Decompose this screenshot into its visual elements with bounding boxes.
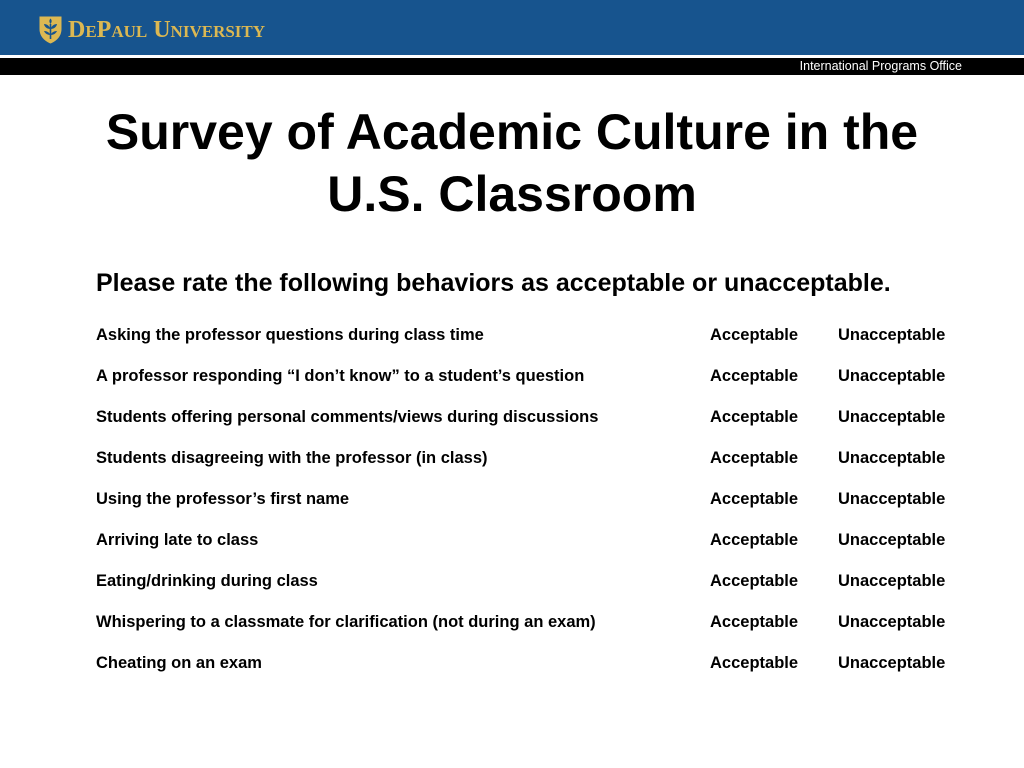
option-acceptable: Acceptable: [710, 367, 799, 385]
option-acceptable: Acceptable: [710, 326, 799, 344]
behavior-label: Students offering personal comments/views during discussions: [96, 408, 599, 426]
option-unacceptable: Unacceptable: [838, 449, 946, 467]
office-label: International Programs Office: [799, 59, 962, 73]
option-unacceptable: Unacceptable: [838, 654, 946, 672]
shield-icon: [38, 15, 63, 45]
option-unacceptable: Unacceptable: [838, 490, 946, 508]
survey-list: [96, 315, 966, 684]
option-acceptable: Acceptable: [710, 531, 799, 549]
behavior-label: Arriving late to class: [96, 531, 259, 549]
behavior-label: Eating/drinking during class: [96, 572, 318, 590]
survey-row: [96, 315, 966, 356]
option-unacceptable: Unacceptable: [838, 613, 946, 631]
option-acceptable: Acceptable: [710, 654, 799, 672]
option-unacceptable: Unacceptable: [838, 572, 946, 590]
survey-row: [96, 520, 966, 561]
office-bar: [0, 58, 1024, 75]
behavior-label: Asking the professor questions during class time: [96, 326, 484, 344]
survey-row: [96, 602, 966, 643]
university-logo: [38, 14, 265, 46]
survey-row: [96, 643, 966, 684]
option-unacceptable: Unacceptable: [838, 326, 946, 344]
survey-row: [96, 356, 966, 397]
option-unacceptable: Unacceptable: [838, 531, 946, 549]
option-acceptable: Acceptable: [710, 490, 799, 508]
survey-row: [96, 438, 966, 479]
survey-row: [96, 561, 966, 602]
header-band: [0, 0, 1024, 55]
slide-title: Survey of Academic Culture in the U.S. Classroom: [105, 104, 919, 222]
option-unacceptable: Unacceptable: [838, 408, 946, 426]
option-acceptable: Acceptable: [710, 572, 799, 590]
behavior-label: A professor responding “I don’t know” to a student’s question: [96, 367, 585, 385]
option-acceptable: Acceptable: [710, 613, 799, 631]
option-acceptable: Acceptable: [710, 449, 799, 467]
behavior-label: Using the professor’s first name: [96, 490, 350, 508]
survey-instructions: Please rate the following behaviors as acceptable or unacceptable.: [96, 269, 891, 297]
survey-row: [96, 479, 966, 520]
logo-wordmark: DePaul University: [68, 17, 266, 43]
option-unacceptable: Unacceptable: [838, 367, 946, 385]
option-acceptable: Acceptable: [710, 408, 799, 426]
behavior-label: Cheating on an exam: [96, 654, 262, 672]
survey-row: [96, 397, 966, 438]
behavior-label: Students disagreeing with the professor (in class): [96, 449, 488, 467]
behavior-label: Whispering to a classmate for clarification (not during an exam): [96, 613, 596, 631]
